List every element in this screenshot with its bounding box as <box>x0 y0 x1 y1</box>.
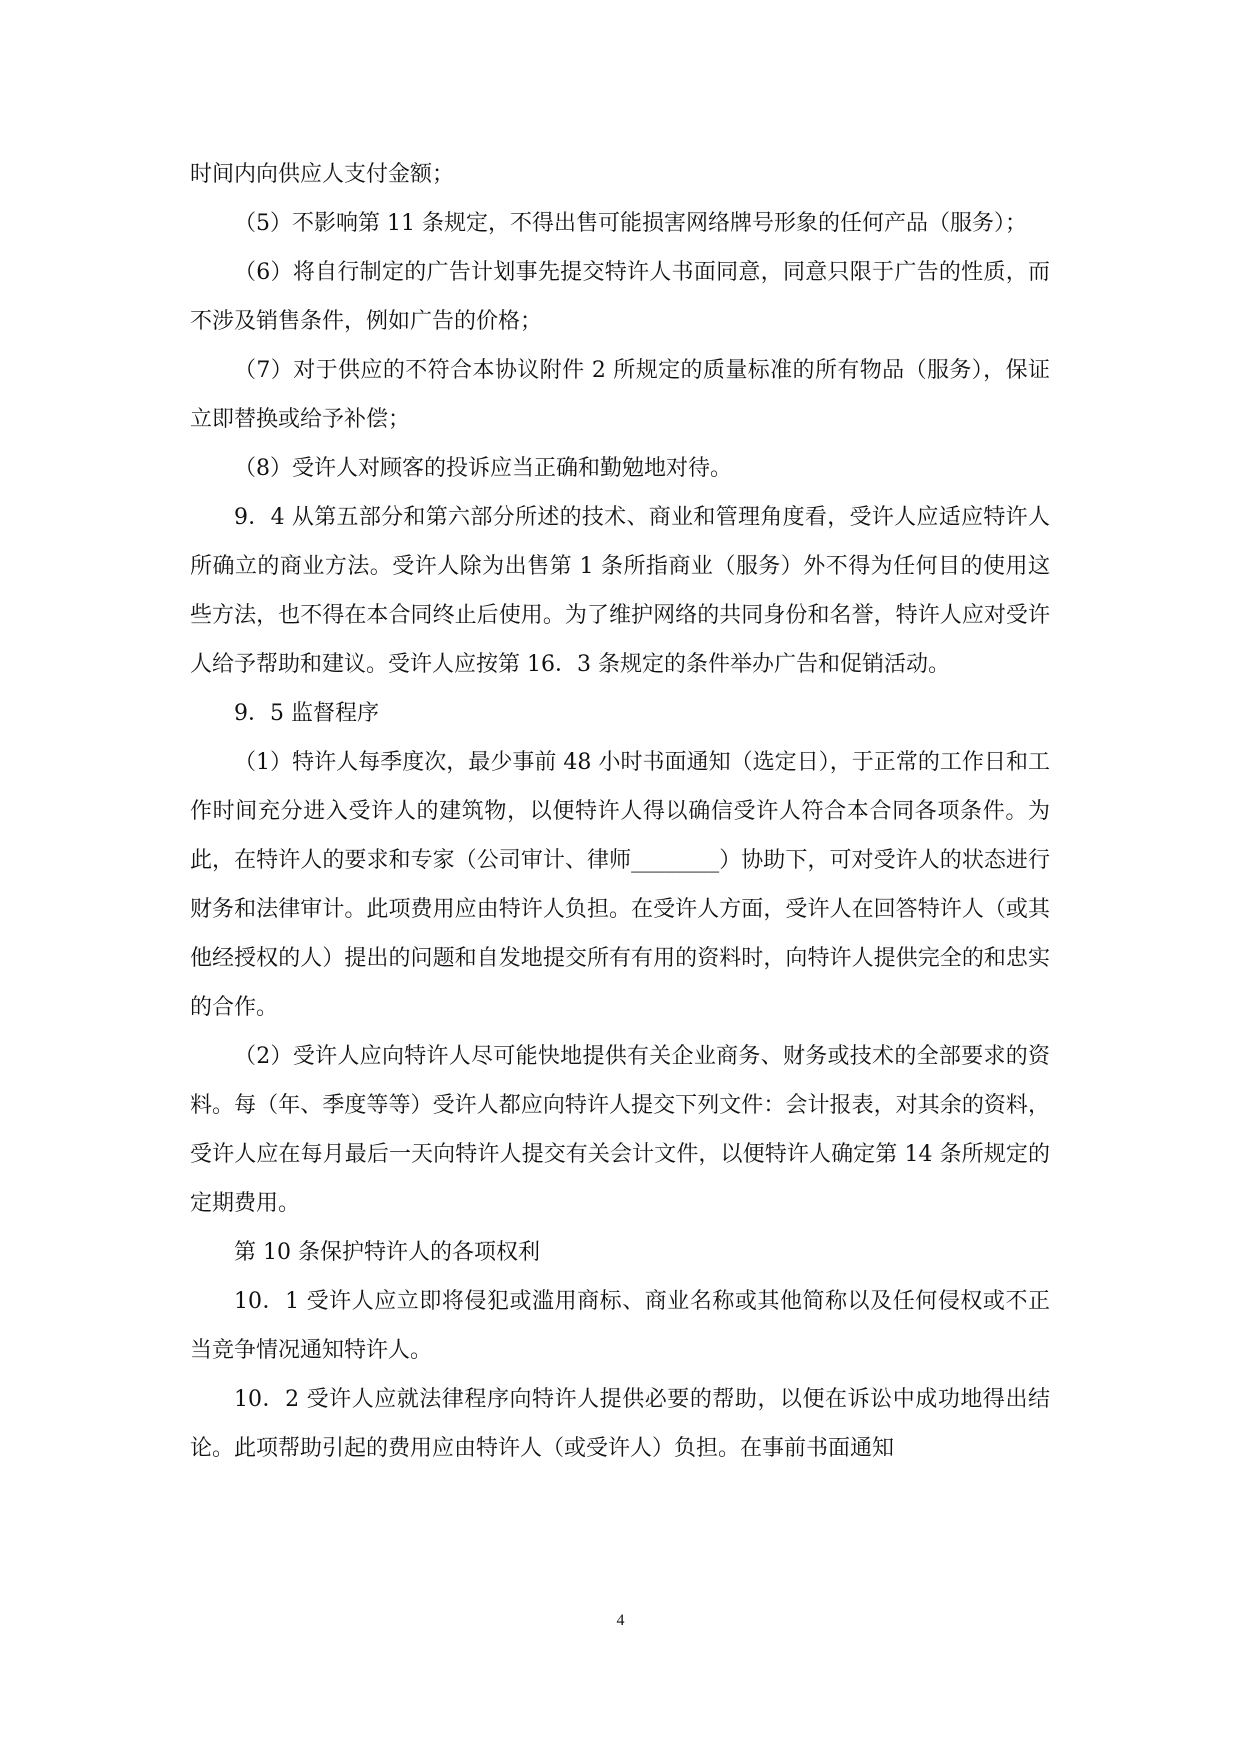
paragraph-9-5-item-2: （2）受许人应向特许人尽可能快地提供有关企业商务、财务或技术的全部要求的资料。每（年、季度等等）受许人都应向特许人提交下列文件：会计报表，对其余的资料，受许人应在每月最后一天向特许人提交有关会计文件，以便特许人确定第 14 条所规定的定期费用。 <box>190 1044 1050 1216</box>
paragraph-clause-9-5-heading: 9．5 监督程序 <box>234 701 379 726</box>
paragraph-clause-9-4: 9．4 从第五部分和第六部分所述的技术、商业和管理角度看，受许人应适应特许人所确立的商业方法。受许人除为出售第 1 条所指商业（服务）外不得为任何目的使用这些方法，也不得在本合同终止后使用。为了维护网络的共同身份和名誉，特许人应对受许人给予帮助和建议。受许人应按第 16．3 条规定的条件举办广告和促销活动。 <box>190 505 1050 677</box>
paragraph-clause-10-2: 10．2 受许人应就法律程序向特许人提供必要的帮助，以便在诉讼中成功地得出结论。此项帮助引起的费用应由特许人（或受许人）负担。在事前书面通知 <box>190 1387 1050 1461</box>
article-10-heading: 第 10 条保护特许人的各项权利 <box>234 1240 540 1265</box>
paragraph-continuation: 时间内向供应人支付金额； <box>190 162 455 187</box>
paragraph-item-5: （5）不影响第 11 条规定，不得出售可能损害网络牌号形象的任何产品（服务）； <box>234 211 1027 236</box>
document-body <box>190 150 1050 1473</box>
paragraph-clause-10-1: 10．1 受许人应立即将侵犯或滥用商标、商业名称或其他简称以及任何侵权或不正当竞争情况通知特许人。 <box>190 1289 1050 1363</box>
paragraph-item-7: （7）对于供应的不符合本协议附件 2 所规定的质量标准的所有物品（服务），保证立即替换或给予补偿； <box>190 358 1050 432</box>
paragraph-item-8: （8）受许人对顾客的投诉应当正确和勤勉地对待。 <box>234 456 732 481</box>
paragraph-9-5-item-1: （1）特许人每季度次，最少事前 48 小时书面通知（选定日），于正常的工作日和工作时间充分进入受许人的建筑物，以便特许人得以确信受许人符合本合同各项条件。为此，在特许人的要求和专家（公司审计、律师________）协助下，可对受许人的状态进行财务和法律审计。此项费用应由特许人负担。在受许人方面，受许人在回答特许人（或其他经授权的人）提出的问题和自发地提交所有有用的资料时，向特许人提供完全的和忠实的合作。 <box>190 750 1050 1020</box>
paragraph-item-6: （6）将自行制定的广告计划事先提交特许人书面同意，同意只限于广告的性质，而不涉及销售条件，例如广告的价格； <box>190 260 1050 334</box>
page-number: 4 <box>616 1612 625 1629</box>
